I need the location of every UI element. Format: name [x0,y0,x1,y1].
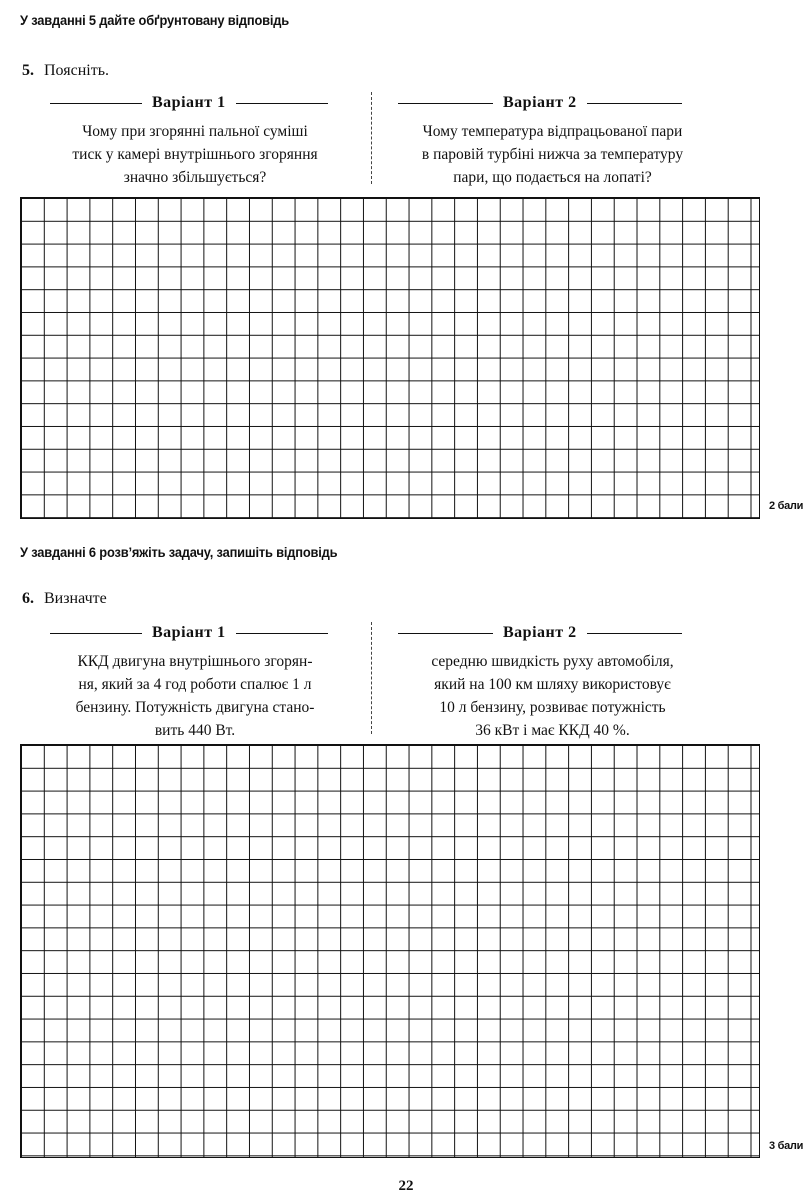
text-line: Чому при згорянні пальної суміші [82,123,308,140]
task6-variant2-text [380,650,725,742]
heading-rule [398,633,493,634]
task5-variant2-heading [398,94,682,112]
text-line: пари, що подається на лопаті? [453,169,652,186]
task6-header [22,590,107,608]
task5-variant1-text [30,120,360,189]
text-line: середню швидкість руху автомобіля, [431,653,674,670]
text-line: Чому температура відпрацьованої пари [422,123,683,140]
heading-rule [236,103,328,104]
text-line: тиск у камері внутрішнього згоряння [72,146,318,163]
task5-number: 5. [22,62,34,79]
text-line: 36 кВт і має ККД 40 %. [475,722,630,739]
task6-number: 6. [22,590,34,607]
task5-score: 2 бали [769,500,804,512]
heading-rule [587,633,682,634]
task6-answer-grid[interactable] [20,744,760,1158]
task5-answer-grid[interactable] [20,197,760,519]
task6-prompt: Визначте [44,590,107,607]
text-line: в паровій турбіні нижча за температуру [421,146,684,163]
section6-instruction: У завданні 6 розв’яжіть задачу, запишіть відповідь [20,544,338,560]
variant-divider [371,92,372,184]
task5-variant1-heading [50,94,328,112]
heading-rule [398,103,493,104]
text-line: вить 440 Вт. [154,722,236,739]
task6-variant2-heading [398,624,682,642]
heading-rule [236,633,328,634]
variant-label: Варіант 1 [152,624,226,641]
text-line: 10 л бензину, розвиває потужність [439,699,666,716]
heading-rule [50,103,142,104]
variant-label: Варіант 2 [503,94,577,111]
text-line: значно збільшується? [123,169,267,186]
task5-prompt: Поясніть. [44,62,110,79]
page-number: 22 [398,1178,414,1194]
variant-label: Варіант 2 [503,624,577,641]
task6-score: 3 бали [769,1140,804,1152]
text-line: ня, який за 4 год роботи спалює 1 л [78,676,312,693]
variant-label: Варіант 1 [152,94,226,111]
section5-instruction: У завданні 5 дайте обґрунтовану відповідь [20,12,290,28]
text-line: бензину. Потужність двигуна стано- [75,699,315,716]
task5-variant2-text [380,120,725,189]
heading-rule [50,633,142,634]
variant-divider [371,622,372,734]
task6-variant1-text [30,650,360,742]
task5-header [22,62,109,80]
text-line: ККД двигуна внутрішнього згорян- [77,653,313,670]
task6-variant1-heading [50,624,328,642]
heading-rule [587,103,682,104]
text-line: який на 100 км шляху використовує [434,676,671,693]
